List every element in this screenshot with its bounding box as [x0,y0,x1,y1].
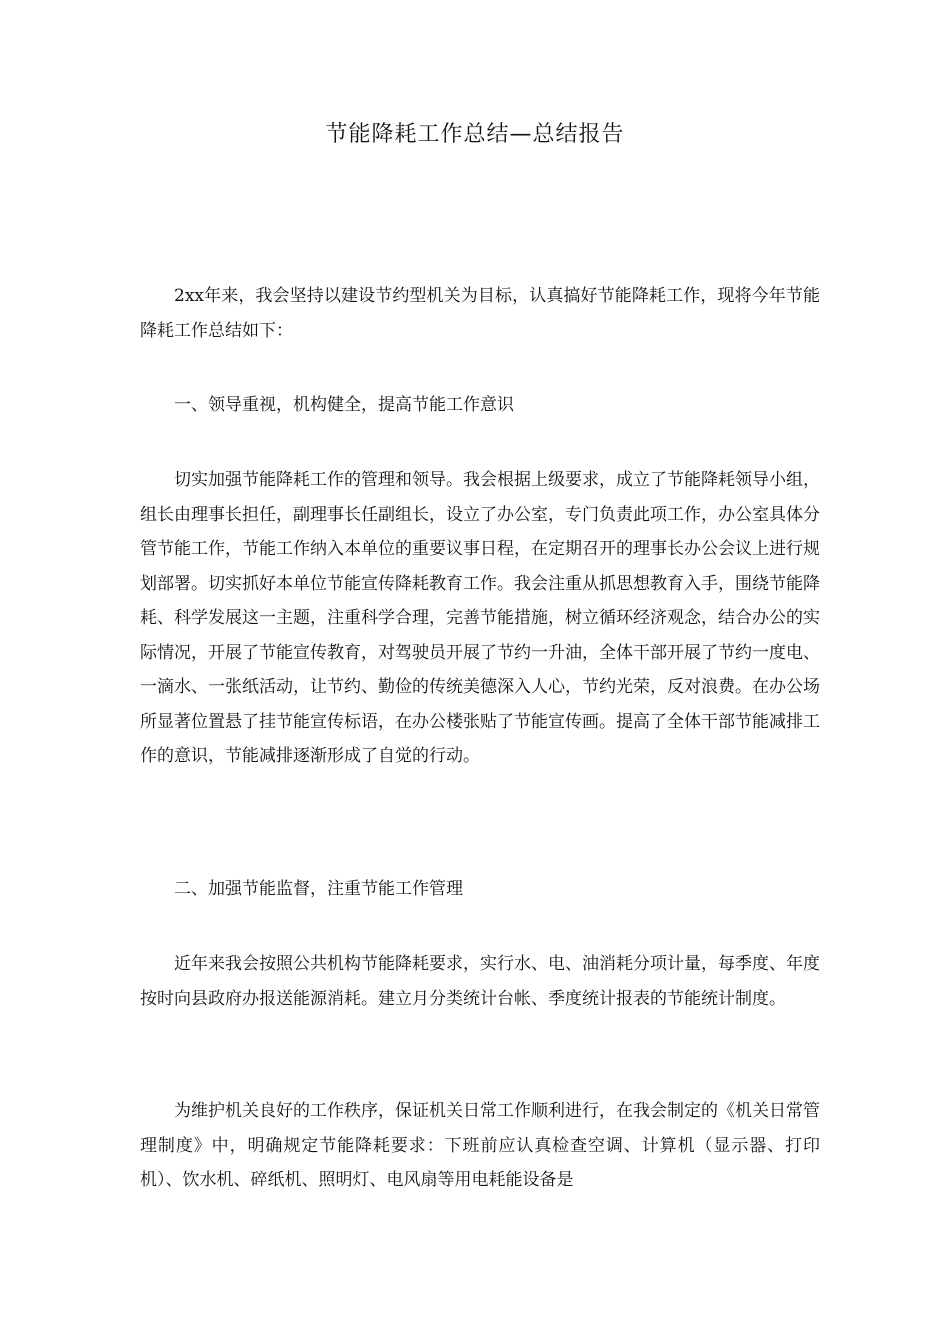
section-2-heading: 二、加强节能监督，注重节能工作管理 [174,879,463,899]
section-1-paragraph: 切实加强节能降耗工作的管理和领导。我会根据上级要求，成立了节能降耗领导小组，组长由理事长担任，副理事长任副组长，设立了办公室，专门负责此项工作，办公室具体分管节能工作，节能工作纳入本单位的重要议事日程，在定期召开的理事长办公会议上进行规划部署。切实抓好本单位节能宣传降耗教育工作。我会注重从抓思想教育入手，围绕节能降耗、科学发展这一主题，注重科学合理，完善节能措施，树立循环经济观念，结合办公的实际情况，开展了节能宣传教育，对驾驶员开展了节约一升油，全体干部开展了节约一度电、一滴水、一张纸活动，让节约、勤俭的传统美德深入人心，节约光荣，反对浪费。在办公场所显著位置悬了挂节能宣传标语，在办公楼张贴了节能宣传画。提高了全体干部节能减排工作的意识，节能减排逐渐形成了自觉的行动。 [140,470,820,766]
section-2-paragraph-2: 为维护机关良好的工作秩序，保证机关日常工作顺利进行，在我会制定的《机关日常管理制度》中，明确规定节能降耗要求：下班前应认真检查空调、计算机（显示器、打印机）、饮水机、碎纸机、照明灯、电风扇等用电耗能设备是 [140,1101,820,1190]
section-2-paragraph-1: 近年来我会按照公共机构节能降耗要求，实行水、电、油消耗分项计量，每季度、年度按时向县政府办报送能源消耗。建立月分类统计台帐、季度统计报表的节能统计制度。 [140,954,820,1009]
intro-paragraph: 2xx年来，我会坚持以建设节约型机关为目标，认真搞好节能降耗工作，现将今年节能降耗工作总结如下： [140,286,820,341]
document-title: 节能降耗工作总结—总结报告 [325,122,625,147]
section-1-heading: 一、领导重视，机构健全，提高节能工作意识 [174,395,514,415]
